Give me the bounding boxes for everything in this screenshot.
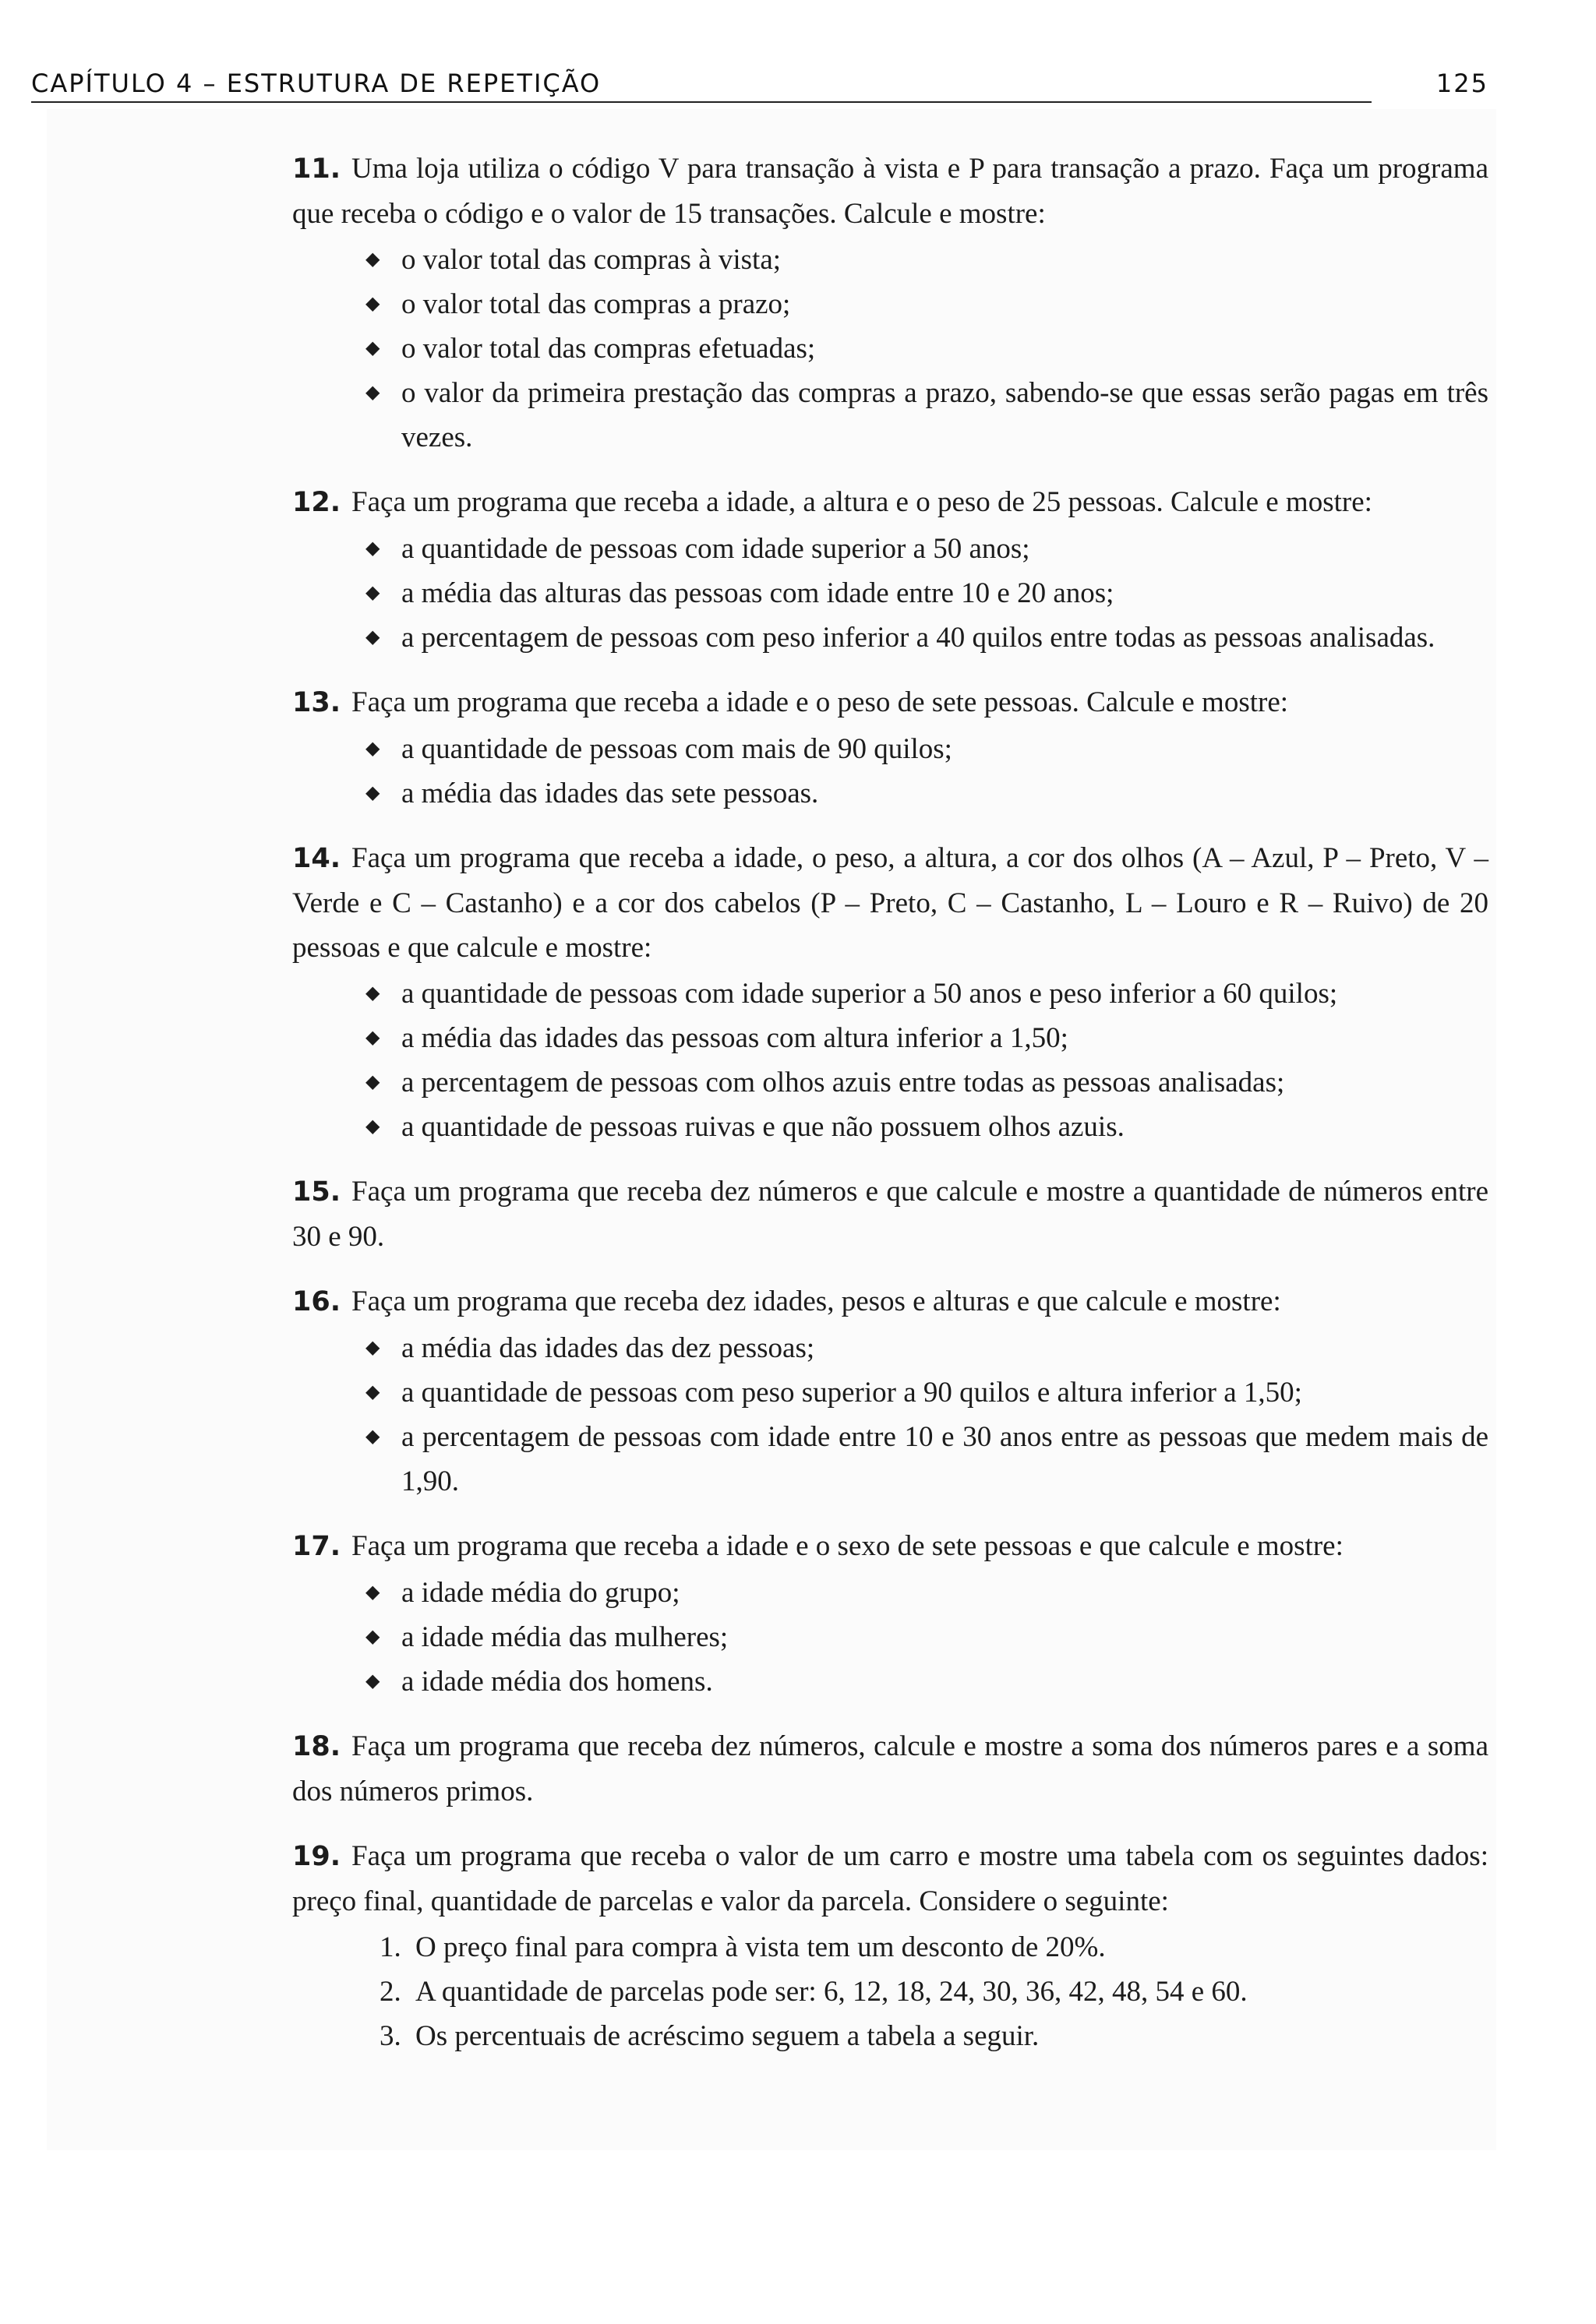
list-item: [362, 282, 1488, 326]
diamond-bullet-icon: ◆: [365, 1671, 380, 1691]
exercise: [292, 1169, 1488, 1259]
list-item: [362, 1415, 1488, 1504]
bullet-list: [292, 1326, 1488, 1504]
list-item-text: a média das idades das dez pessoas;: [401, 1332, 815, 1364]
page-header: [31, 61, 1496, 108]
exercise-text: Faça um programa que receba dez números, calcule e mostre a soma dos números pares e a soma dos números primos.: [292, 1730, 1488, 1807]
page-number: 125: [1435, 69, 1488, 98]
exercise-text: Faça um programa que receba a idade, a altura e o peso de 25 pessoas. Calcule e mostre:: [351, 486, 1372, 518]
list-item-text: o valor total das compras à vista;: [401, 244, 782, 276]
exercise-statement: [292, 1724, 1488, 1814]
exercise: [292, 1834, 1488, 2058]
header-rule: [31, 101, 1372, 103]
list-item: [362, 1060, 1488, 1105]
list-item-text: a idade média dos homens.: [401, 1666, 713, 1698]
list-item-text: o valor da primeira prestação das compras a prazo, sabendo-se que essas serão pagas em três vezes.: [401, 377, 1488, 453]
exercise-number: 18.: [292, 1731, 341, 1762]
exercise-number: 19.: [292, 1841, 341, 1872]
list-item-text: a quantidade de pessoas com peso superior a 90 quilos e altura inferior a 1,50;: [401, 1377, 1302, 1409]
diamond-bullet-icon: ◆: [365, 983, 380, 1003]
list-item-text: a percentagem de pessoas com idade entre 10 e 30 anos entre as pessoas que medem mais de 1,90.: [401, 1421, 1488, 1497]
list-item: [362, 771, 1488, 816]
numbered-item-number: 2.: [380, 1976, 401, 2008]
exercise-text: Uma loja utiliza o código V para transação à vista e P para transação a prazo. Faça um programa que receba o código e o valor de 15 transações. Calcule e mostre:: [292, 153, 1488, 230]
list-item: [362, 1370, 1488, 1415]
exercise-text: Faça um programa que receba dez números e que calcule e mostre a quantidade de números entre 30 e 90.: [292, 1176, 1488, 1253]
list-item: [362, 527, 1488, 571]
exercise-number: 16.: [292, 1286, 341, 1317]
list-item: [362, 727, 1488, 771]
diamond-bullet-icon: ◆: [365, 1582, 380, 1603]
exercise-text: Faça um programa que receba dez idades, pesos e alturas e que calcule e mostre:: [351, 1285, 1281, 1317]
diamond-bullet-icon: ◆: [365, 1426, 380, 1447]
exercise-number: 14.: [292, 843, 341, 874]
diamond-bullet-icon: ◆: [365, 1338, 380, 1358]
list-item-text: o valor total das compras a prazo;: [401, 288, 791, 320]
exercise: [292, 1524, 1488, 1704]
numbered-item: [380, 1925, 1488, 1970]
diamond-bullet-icon: ◆: [365, 783, 380, 803]
exercise: [292, 836, 1488, 1149]
chapter-title: CAPÍTULO 4 – ESTRUTURA DE REPETIÇÃO: [31, 69, 602, 98]
list-item: [362, 972, 1488, 1016]
diamond-bullet-icon: ◆: [365, 627, 380, 647]
exercise: [292, 480, 1488, 660]
bullet-list: [292, 238, 1488, 460]
exercise: [292, 1724, 1488, 1814]
exercise-statement: [292, 1524, 1488, 1569]
list-item-text: a média das idades das pessoas com altura inferior a 1,50;: [401, 1022, 1068, 1054]
list-item-text: a idade média do grupo;: [401, 1577, 680, 1609]
exercise-number: 12.: [292, 487, 341, 518]
numbered-item-number: 3.: [380, 2020, 401, 2052]
exercise-statement: [292, 1834, 1488, 1924]
list-item-text: a quantidade de pessoas com mais de 90 quilos;: [401, 733, 952, 765]
exercise: [292, 680, 1488, 816]
list-item-text: a quantidade de pessoas com idade superior a 50 anos;: [401, 533, 1030, 565]
exercise-statement: [292, 1169, 1488, 1259]
exercise-statement: [292, 836, 1488, 970]
exercise-text: Faça um programa que receba a idade, o peso, a altura, a cor dos olhos (A – Azul, P – Preto, V – Verde e C – Castanho) e a cor dos cabelos (P – Preto, C – Castanho, L – Louro e R – Ruivo) de 20 pessoas e que calcule e mostre:: [292, 842, 1488, 964]
exercise-number: 13.: [292, 687, 341, 718]
list-item-text: o valor total das compras efetuadas;: [401, 333, 816, 365]
exercise-list: [292, 146, 1488, 2079]
numbered-item-number: 1.: [380, 1931, 401, 1963]
diamond-bullet-icon: ◆: [365, 1627, 380, 1647]
numbered-item-text: A quantidade de parcelas pode ser: 6, 12, 18, 24, 30, 36, 42, 48, 54 e 60.: [415, 1976, 1248, 2008]
numbered-item-text: Os percentuais de acréscimo seguem a tabela a seguir.: [415, 2020, 1040, 2052]
list-item: [362, 1659, 1488, 1704]
list-item-text: a média das idades das sete pessoas.: [401, 778, 819, 809]
diamond-bullet-icon: ◆: [365, 1028, 380, 1048]
numbered-item: [380, 1970, 1488, 2014]
list-item: [362, 238, 1488, 282]
list-item: [362, 326, 1488, 371]
diamond-bullet-icon: ◆: [365, 538, 380, 559]
numbered-list: [292, 1925, 1488, 2058]
diamond-bullet-icon: ◆: [365, 1382, 380, 1402]
exercise-text: Faça um programa que receba a idade e o sexo de sete pessoas e que calcule e mostre:: [351, 1530, 1344, 1562]
list-item-text: a percentagem de pessoas com olhos azuis entre todas as pessoas analisadas;: [401, 1067, 1285, 1099]
list-item: [362, 1571, 1488, 1615]
exercise-text: Faça um programa que receba o valor de um carro e mostre uma tabela com os seguintes dados: preço final, quantidade de parcelas e valor da parcela. Considere o seguinte:: [292, 1840, 1488, 1917]
bullet-list: [292, 527, 1488, 660]
list-item-text: a média das alturas das pessoas com idade entre 10 e 20 anos;: [401, 577, 1114, 609]
exercise-number: 11.: [292, 153, 341, 185]
list-item: [362, 1326, 1488, 1370]
exercise-statement: [292, 680, 1488, 725]
list-item-text: a quantidade de pessoas ruivas e que não possuem olhos azuis.: [401, 1111, 1125, 1143]
diamond-bullet-icon: ◆: [365, 383, 380, 403]
diamond-bullet-icon: ◆: [365, 294, 380, 314]
exercise-number: 17.: [292, 1531, 341, 1562]
list-item: [362, 571, 1488, 615]
diamond-bullet-icon: ◆: [365, 583, 380, 603]
list-item: [362, 1615, 1488, 1659]
diamond-bullet-icon: ◆: [365, 739, 380, 759]
list-item-text: a idade média das mulheres;: [401, 1621, 729, 1653]
diamond-bullet-icon: ◆: [365, 338, 380, 358]
exercise-statement: [292, 480, 1488, 525]
numbered-item: [380, 2014, 1488, 2058]
list-item: [362, 1105, 1488, 1149]
bullet-list: [292, 727, 1488, 816]
list-item: [362, 1016, 1488, 1060]
numbered-item-text: O preço final para compra à vista tem um desconto de 20%.: [415, 1931, 1106, 1963]
list-item-text: a quantidade de pessoas com idade superior a 50 anos e peso inferior a 60 quilos;: [401, 978, 1338, 1010]
list-item: [362, 615, 1488, 660]
diamond-bullet-icon: ◆: [365, 1116, 380, 1137]
exercise-text: Faça um programa que receba a idade e o peso de sete pessoas. Calcule e mostre:: [351, 686, 1289, 718]
exercise: [292, 1279, 1488, 1504]
diamond-bullet-icon: ◆: [365, 1072, 380, 1092]
exercise: [292, 146, 1488, 460]
list-item: [362, 371, 1488, 460]
list-item-text: a percentagem de pessoas com peso inferior a 40 quilos entre todas as pessoas analisadas.: [401, 622, 1435, 654]
bullet-list: [292, 1571, 1488, 1704]
exercise-statement: [292, 1279, 1488, 1324]
diamond-bullet-icon: ◆: [365, 249, 380, 270]
exercise-statement: [292, 146, 1488, 236]
bullet-list: [292, 972, 1488, 1149]
exercise-number: 15.: [292, 1176, 341, 1208]
